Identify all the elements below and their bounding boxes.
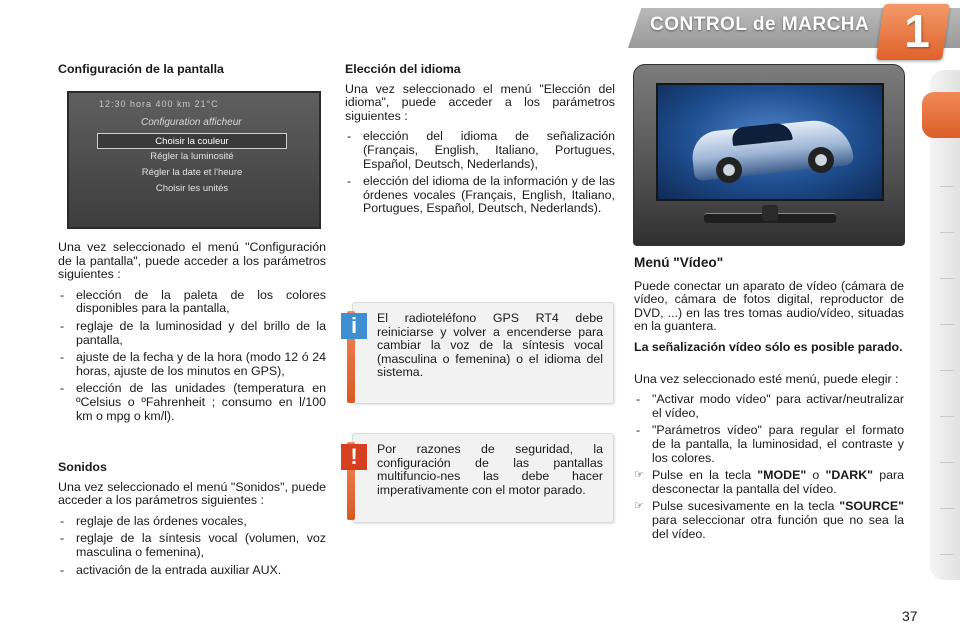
key-source: "SOURCE" (839, 499, 904, 514)
tab-divider (940, 278, 954, 279)
column-video (634, 256, 904, 545)
screen-menu-item: Régler la date et l'heure (141, 167, 243, 178)
list-item: - "Parámetros vídeo" para regular el formato de la pantalla, la luminosidad, el contraste y los colores. (634, 424, 904, 465)
screen-status-bar: 12:30 hora 400 km 21°C (99, 99, 219, 109)
screen-menu-item: Choisir les unités (155, 183, 229, 194)
bold-notice: La señalización vídeo sólo es posible parado. (634, 339, 903, 354)
list-item: - elección de la paleta de los colores disponibles para la pantalla, (58, 289, 326, 316)
tip-text: para seleccionar otra función que no sea la del vídeo. (652, 512, 904, 541)
section-heading: Configuración de la pantalla (58, 62, 224, 76)
tab-divider (940, 416, 954, 417)
tab-divider (940, 508, 954, 509)
tip-text: Pulse en la tecla (652, 468, 758, 483)
page-number: 37 (902, 608, 918, 624)
column-display-settings (58, 63, 326, 83)
list-item: - elección de las unidades (temperatura en ºCelsius o ºFahrenheit ; consumo en l/100 km o mpg o km/l). (58, 382, 326, 423)
video-screen-photo (633, 64, 905, 246)
section-heading: Elección del idioma (345, 62, 461, 76)
key-mode: "MODE" (757, 468, 807, 483)
car-wheel (716, 157, 742, 183)
info-note-text: El radioteléfono GPS RT4 debe reiniciarse y volver a encenderse para cambiar la voz de la síntesis vocal (masculina o femenina) o el idioma del sistema. (377, 311, 603, 380)
paragraph: Una vez seleccionado el menú "Configuración de la pantalla", puede acceder a los parámetros siguientes : (58, 240, 326, 282)
screen-menu-item: Choisir la couleur (97, 133, 287, 149)
list-item: - activación de la entrada auxiliar AUX. (58, 564, 326, 578)
language-list (345, 130, 615, 216)
paragraph: Una vez seleccionado esté menú, puede elegir : (634, 371, 899, 386)
tab-divider (940, 370, 954, 371)
chapter-tabs-rail (930, 70, 960, 580)
list-item: - ajuste de la fecha y de la hora (modo 12 ó 24 horas, ajuste de los minutos en GPS), (58, 351, 326, 378)
tip-item (634, 469, 904, 496)
list-item: - elección del idioma de la información y de las órdenes vocales (Français, English, Italiano, Portugues, Español, Deutsch, Nederlands). (345, 175, 615, 216)
video-options-list (634, 393, 904, 465)
eject-button (762, 205, 778, 221)
list-item: - reglaje de la luminosidad y del brillo de la pantalla, (58, 320, 326, 347)
screen-menu-item: Régler la luminosité (150, 151, 234, 162)
video-tips-list (634, 469, 904, 541)
tip-text: para desconectar la pantalla del vídeo. (652, 468, 904, 496)
section-heading: Menú "Vídeo" (634, 255, 724, 270)
page-header (0, 0, 960, 56)
info-note (352, 302, 614, 404)
car-wheel (808, 147, 834, 173)
sound-list (58, 515, 326, 577)
nav-display (656, 83, 884, 201)
list-item: - reglaje de las órdenes vocales, (58, 515, 326, 529)
display-settings-screenshot (67, 91, 321, 229)
tab-divider (940, 554, 954, 555)
key-dark: "DARK" (825, 468, 874, 483)
tab-divider (940, 232, 954, 233)
warning-note-text: Por razones de seguridad, la configuración de las pantallas multifuncio-nes las debe hacer imperativamente con el motor parado. (377, 442, 603, 497)
tab-divider (940, 186, 954, 187)
tip-text: Pulse sucesivamente en la tecla (652, 499, 840, 514)
settings-list (58, 289, 326, 423)
tab-divider (940, 324, 954, 325)
chapter-title: CONTROL de MARCHA (650, 14, 870, 35)
info-icon: i (341, 313, 367, 339)
display-settings-body (58, 241, 326, 427)
screen-menu (97, 133, 287, 197)
warning-icon: ! (341, 444, 367, 470)
tip-text: o (806, 468, 826, 483)
list-item: - "Activar modo vídeo" para activar/neutralizar el vídeo, (634, 393, 904, 420)
section-heading: Sonidos (58, 460, 107, 474)
paragraph: Puede conectar un aparato de vídeo (cámara de vídeo, cámara de fotos digital, reproductor de DVD, ...) en las tres tomas audio/vídeo, situadas en la guantera. (634, 278, 904, 334)
tip-item (634, 500, 904, 541)
list-item: - elección del idioma de señalización (Français, English, Italiano, Portugues, Español, Deutsch, Nederlands), (345, 130, 615, 171)
column-language (345, 63, 615, 220)
list-item: - reglaje de la síntesis vocal (volumen, voz masculina o femenina), (58, 532, 326, 559)
tab-divider (940, 462, 954, 463)
screen-title: Configuration afficheur (141, 117, 242, 128)
warning-note (352, 433, 614, 523)
chapter-number: 1 (904, 5, 930, 57)
column-sounds (58, 461, 326, 581)
chapter-tab-active[interactable] (922, 92, 960, 138)
paragraph: Una vez seleccionado el menú "Elección del idioma", puede acceder a los parámetros siguientes : (345, 81, 615, 123)
paragraph: Una vez seleccionado el menú "Sonidos", puede acceder a los parámetros siguientes : (58, 479, 326, 508)
